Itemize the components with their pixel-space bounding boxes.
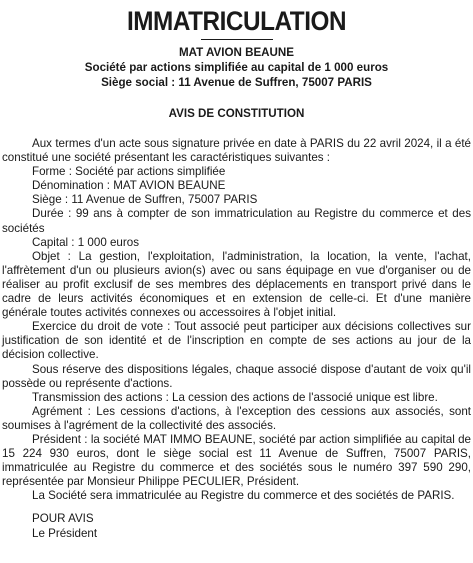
purpose-paragraph: Objet : La gestion, l'exploitation, l'administration, la location, la vente, l'achat, l'affrètement d'un ou plusieurs avion(s) avec ou sans équipage en vue d'organiser ou de réaliser au profit exclusif de ses membres des déplacements en transport privé dans le cadre de leurs activités économiques et en extension de celle-ci. Et d'une manière générale toutes activités connexes ou accessoires à l'objet initial. (2, 249, 471, 320)
signature-pour-avis: POUR AVIS (32, 512, 94, 526)
company-seat: Siège social : 11 Avenue de Suffren, 75007 PARIS (101, 76, 372, 89)
voting-right-paragraph: Exercice du droit de vote : Tout associé peut participer aux décisions collectives sur justification de son identité et de l'inscription en compte de ses actions au jour de la décision collective. (2, 320, 471, 362)
notice-body (2, 137, 471, 503)
section-title: AVIS DE CONSTITUTION (168, 107, 305, 120)
notice-title: IMMATRICULATION (126, 6, 347, 36)
votes-paragraph: Sous réserve des dispositions légales, chaque associé dispose d'autant de voix qu'il possède ou représente d'actions. (2, 362, 471, 390)
form-line: Forme : Société par actions simplifiée (32, 165, 226, 179)
approval-paragraph: Agrément : Les cessions d'actions, à l'exception des cessions aux associés, sont soumises à l'agrément de la collectivité des associés. (2, 404, 471, 432)
signature-block (2, 512, 471, 540)
duration-paragraph: Durée : 99 ans à compter de son immatriculation au Registre du commerce et des sociétés (2, 207, 471, 235)
president-paragraph: Président : la société MAT IMMO BEAUNE, société par action simplifiée au capital de 15 224 930 euros, dont le siège social est 11 Avenue de Suffren, 75007 PARIS, immatriculée au Registre du commerce et des sociétés sous le numéro 397 590 290, représentée par Monsieur Philippe PECULIER, Président. (2, 432, 471, 489)
company-header (2, 45, 471, 90)
seat-line: Siège : 11 Avenue de Suffren, 75007 PARIS (32, 193, 258, 207)
signature-president: Le Président (32, 526, 98, 540)
company-legal-form: Société par actions simplifiée au capital de 1 000 euros (84, 61, 389, 74)
registration-line: La Société sera immatriculée au Registre du commerce et des sociétés de PARIS. (32, 489, 455, 503)
company-name: MAT AVION BEAUNE (178, 46, 295, 59)
denomination-line: Dénomination : MAT AVION BEAUNE (32, 179, 226, 193)
title-divider (201, 39, 273, 40)
capital-line: Capital : 1 000 euros (32, 235, 139, 249)
legal-notice (0, 6, 473, 563)
share-transfer-line: Transmission des actions : La cession des actions de l'associé unique est libre. (32, 390, 438, 404)
signature-spacer (2, 503, 471, 512)
intro-paragraph: Aux termes d'un acte sous signature privée en date à PARIS du 22 avril 2024, il a été constitué une société présentant les caractéristiques suivantes : (2, 137, 471, 165)
